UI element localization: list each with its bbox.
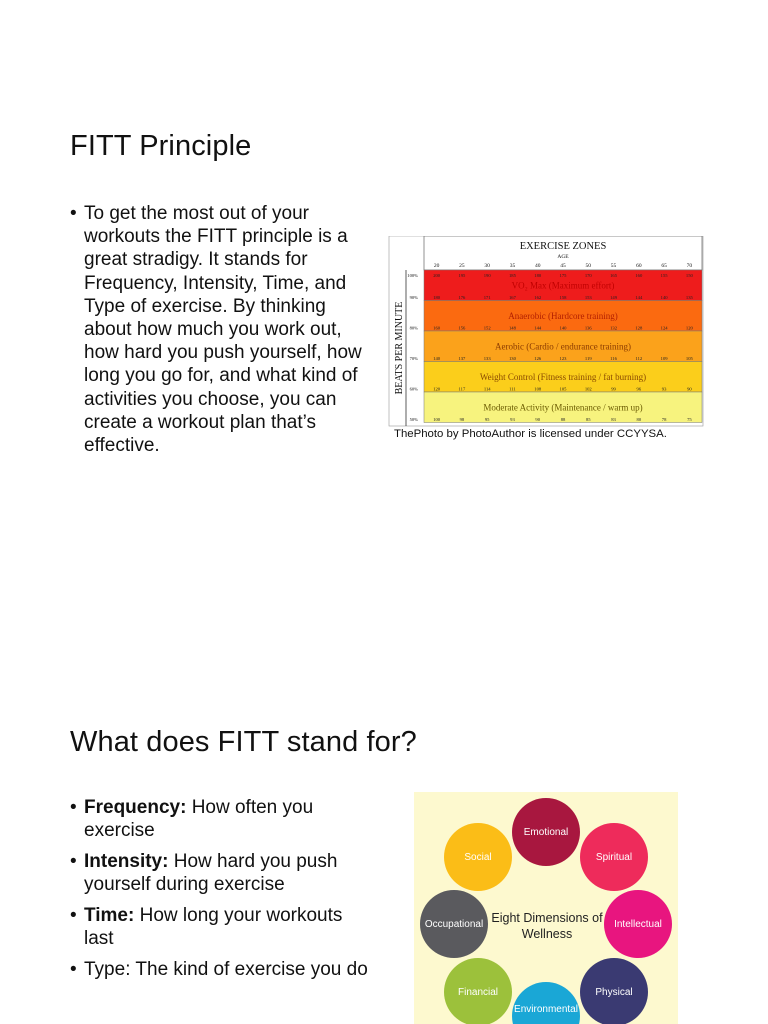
wellness-label: Physical bbox=[595, 986, 633, 998]
zone-value: 109 bbox=[660, 356, 668, 361]
zone-label: Weight Control (Fitness training / fat burning) bbox=[479, 371, 647, 382]
age-tick-label: 50 bbox=[585, 263, 592, 269]
zone-value: 99 bbox=[611, 386, 616, 392]
zone-label: Anaerobic (Hardcore training) bbox=[508, 310, 618, 321]
percent-label: 50% bbox=[409, 417, 418, 422]
fitt-term: Frequency: bbox=[84, 797, 187, 818]
wellness-label: Social bbox=[464, 851, 492, 863]
zone-value: 130 bbox=[509, 356, 516, 361]
zone-value: 200 bbox=[433, 273, 441, 278]
zone-value: 171 bbox=[483, 295, 491, 300]
wellness-circle-financial bbox=[444, 958, 512, 1024]
zone-value: 93 bbox=[661, 386, 667, 392]
fitt-item-frequency bbox=[70, 796, 370, 842]
fitt-term: Intensity: bbox=[84, 850, 169, 872]
zone-value: 152 bbox=[483, 325, 491, 331]
image-credit: ThePhoto by PhotoAuthor is licensed under CCYYSA. bbox=[394, 428, 667, 440]
zone-value: 128 bbox=[635, 325, 643, 331]
zone-value: 155 bbox=[660, 273, 668, 278]
zone-value: 85 bbox=[585, 417, 591, 422]
age-tick-label: 45 bbox=[560, 263, 566, 269]
zone-value: 116 bbox=[610, 356, 617, 361]
wellness-circle-emotional bbox=[512, 798, 580, 866]
wellness-center-title: Eight Dimensions of Wellness bbox=[491, 911, 603, 941]
wellness-circle-spiritual bbox=[580, 823, 648, 891]
chart-title: EXERCISE ZONES bbox=[519, 241, 607, 252]
zone-value: 180 bbox=[534, 273, 542, 278]
intro-bullet-list bbox=[70, 202, 370, 457]
zone-value: 78 bbox=[661, 417, 667, 422]
zone-value: 180 bbox=[433, 295, 441, 300]
zone-value: 132 bbox=[610, 325, 617, 331]
slide-title-fitt-principle: FITT Principle bbox=[70, 130, 252, 162]
zone-value: 117 bbox=[458, 386, 466, 392]
zone-value: 144 bbox=[635, 295, 643, 300]
age-axis-label: AGE bbox=[557, 254, 569, 260]
wellness-circle-social bbox=[444, 823, 512, 891]
zone-value: 126 bbox=[534, 356, 542, 361]
percent-label: 90% bbox=[409, 295, 418, 300]
zone-value: 133 bbox=[483, 356, 491, 361]
zone-value: 100 bbox=[433, 417, 441, 422]
zone-value: 95 bbox=[484, 417, 490, 422]
zone-value: 120 bbox=[685, 325, 693, 331]
zone-value: 149 bbox=[610, 295, 617, 300]
age-tick-label: 35 bbox=[509, 263, 516, 269]
zone-value: 120 bbox=[433, 386, 441, 392]
zone-value: 83 bbox=[611, 417, 616, 422]
zone-value: 136 bbox=[584, 325, 592, 331]
y-axis-label: BEATS PER MINUTE bbox=[394, 301, 405, 395]
zone-value: 165 bbox=[610, 273, 617, 278]
fitt-item-intensity bbox=[70, 850, 370, 896]
zone-value: 98 bbox=[459, 417, 465, 422]
wellness-label: Occupational bbox=[424, 918, 484, 930]
zone-value: 156 bbox=[458, 325, 466, 331]
zone-value: 140 bbox=[660, 295, 668, 300]
fitt-term: Time: bbox=[84, 904, 135, 926]
percent-label: 80% bbox=[409, 325, 418, 331]
fitt-desc: How hard you push yourself during exercise bbox=[84, 850, 338, 896]
zone-value: 124 bbox=[660, 325, 668, 331]
fitt-desc: Type: The kind of exercise you do bbox=[84, 958, 368, 980]
percent-label: 70% bbox=[409, 356, 418, 361]
zone-value: 105 bbox=[559, 386, 567, 392]
wellness-circle-environmental bbox=[512, 982, 580, 1024]
zone-value: 112 bbox=[635, 356, 643, 361]
wellness-label: Environmental bbox=[514, 1004, 578, 1015]
zone-value: 135 bbox=[685, 295, 693, 300]
wellness-label: Spiritual bbox=[595, 851, 633, 863]
wellness-wheel-image bbox=[414, 792, 678, 1024]
zone-label: Moderate Activity (Maintenance / warm up) bbox=[483, 402, 643, 413]
slide-title-fitt-meaning: What does FITT stand for? bbox=[70, 726, 417, 758]
zone-value: 150 bbox=[685, 273, 693, 278]
fitt-item-time bbox=[70, 904, 370, 950]
exercise-zones-chart bbox=[388, 236, 704, 428]
zone-value: 119 bbox=[584, 356, 592, 361]
zone-value: 195 bbox=[458, 273, 466, 278]
zone-value: 153 bbox=[584, 295, 592, 300]
zone-value: 90 bbox=[535, 417, 541, 422]
age-tick-label: 20 bbox=[433, 263, 440, 269]
age-tick-label: 30 bbox=[484, 263, 490, 269]
zone-value: 123 bbox=[559, 356, 567, 361]
wellness-label: Emotional bbox=[523, 826, 569, 838]
zone-value: 190 bbox=[483, 273, 491, 278]
zone-value: 160 bbox=[433, 325, 441, 331]
zone-value: 137 bbox=[458, 356, 466, 361]
age-tick-label: 60 bbox=[636, 263, 642, 269]
zone-value: 88 bbox=[560, 417, 566, 422]
age-tick-label: 55 bbox=[610, 263, 617, 269]
zone-value: 160 bbox=[635, 273, 643, 278]
zone-value: 176 bbox=[458, 295, 466, 300]
zone-value: 108 bbox=[534, 386, 542, 392]
fitt-desc: How long your workouts last bbox=[84, 904, 343, 950]
zone-label: VO₂ Max (Maximum effort) bbox=[511, 280, 615, 291]
zone-value: 158 bbox=[559, 295, 567, 300]
fitt-bullet-list bbox=[70, 796, 370, 988]
zone-value: 185 bbox=[509, 273, 516, 278]
zone-value: 114 bbox=[483, 386, 491, 392]
zone-value: 148 bbox=[509, 325, 516, 331]
age-tick-label: 65 bbox=[661, 263, 667, 269]
zone-value: 140 bbox=[559, 325, 567, 331]
fitt-item-type bbox=[70, 958, 370, 981]
zone-value: 175 bbox=[559, 273, 567, 278]
zone-value: 170 bbox=[584, 273, 592, 278]
percent-label: 60% bbox=[409, 386, 418, 392]
wellness-label: Financial bbox=[457, 986, 499, 998]
zone-value: 102 bbox=[584, 386, 592, 392]
zone-value: 96 bbox=[636, 386, 642, 392]
zone-value: 140 bbox=[433, 356, 441, 361]
zone-value: 162 bbox=[534, 295, 542, 300]
intro-paragraph: • To get the most out of your workouts the FITT principle is a great stradigy. It stands for Frequency, Intensity, Time, and Type of exercise. By thinking about how much you work out, how hard you push yourself, how long you go for, and what kind of activities you choose, you can create a workout plan that’s effective. bbox=[70, 202, 370, 457]
age-tick-label: 25 bbox=[459, 263, 465, 269]
zone-value: 93 bbox=[510, 417, 515, 422]
wellness-circle-intellectual bbox=[604, 890, 672, 958]
zone-value: 105 bbox=[685, 356, 693, 361]
wellness-circle-occupational bbox=[420, 890, 488, 958]
zone-value: 80 bbox=[636, 417, 642, 422]
wellness-label: Intellectual bbox=[614, 918, 662, 930]
age-tick-label: 70 bbox=[686, 263, 693, 269]
wellness-circle-physical bbox=[580, 958, 648, 1024]
zone-label: Aerobic (Cardio / endurance training) bbox=[495, 341, 631, 352]
fitt-desc: How often you exercise bbox=[84, 797, 314, 842]
zone-value: 90 bbox=[687, 386, 692, 392]
percent-label: 100% bbox=[407, 273, 418, 278]
zone-value: 144 bbox=[534, 325, 542, 331]
zone-value: 167 bbox=[509, 295, 516, 300]
zone-value: 111 bbox=[509, 386, 516, 392]
age-tick-label: 40 bbox=[534, 263, 541, 269]
zone-value: 75 bbox=[687, 417, 692, 422]
